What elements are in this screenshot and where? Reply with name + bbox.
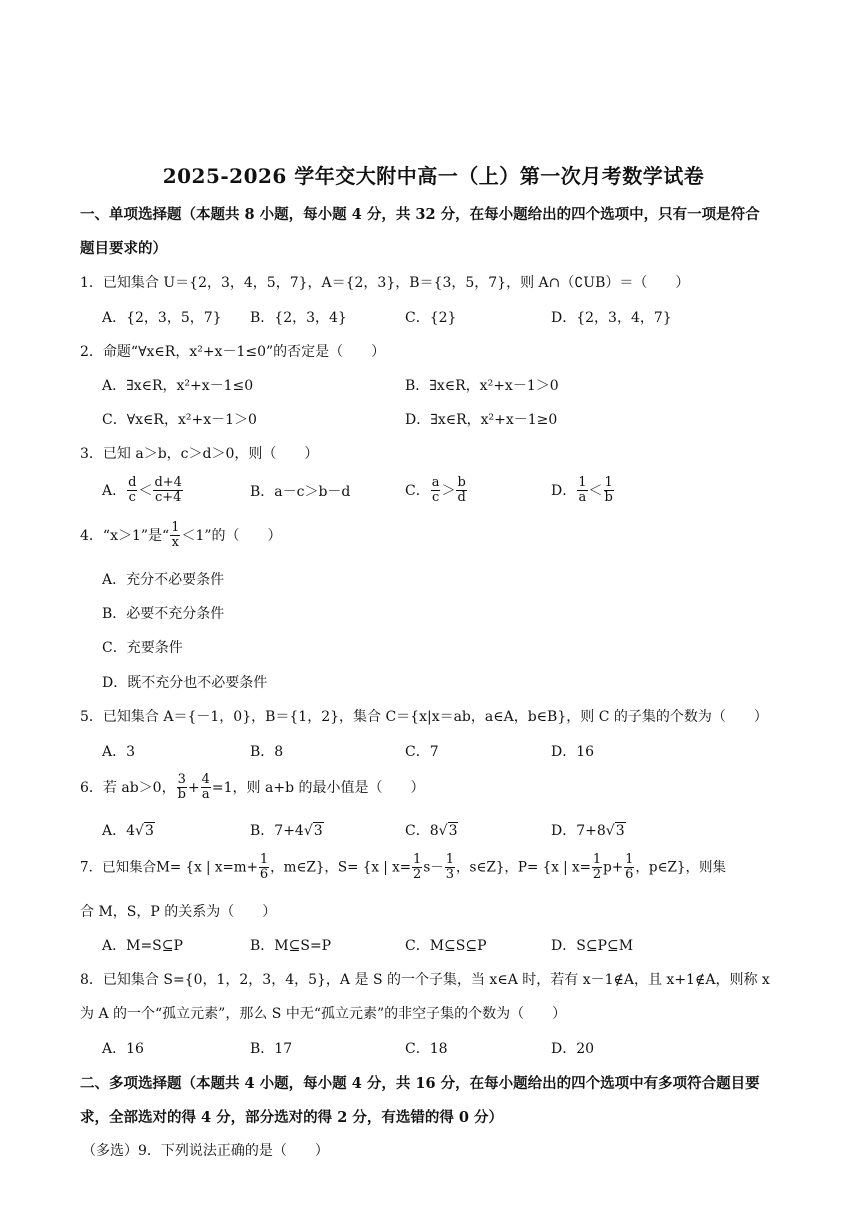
denominator: d [457, 490, 466, 506]
stem-text: ，m∈Z}，S= {x | x= [270, 859, 412, 876]
fraction [201, 773, 211, 803]
question-5-option-c: C．7 [405, 744, 439, 760]
stem-text: s－ [423, 859, 444, 876]
question-3-option-d [551, 476, 615, 506]
exam-title: 2025-2026 学年交大附中高一（上）第一次月考数学试卷 [162, 164, 705, 188]
option-label: A． [102, 482, 127, 499]
question-7-stem-line2: 合 M，S，P 的关系为（ ） [80, 904, 277, 920]
numerator: 1 [604, 475, 613, 490]
question-1-option-a: A．{2，3，5，7} [102, 310, 222, 326]
question-2-option-d: D．∃x∈R，x²+x－1≥0 [405, 412, 558, 428]
relation: ＞ [441, 482, 456, 499]
question-3-option-c [405, 476, 468, 506]
question-8-option-b: B．17 [250, 1041, 293, 1057]
stem-text: =1，则 a+b 的最小值是（ ） [211, 779, 425, 796]
question-2-option-c: C．∀x∈R，x²+x－1＞0 [102, 412, 257, 428]
fraction [431, 476, 441, 506]
radicand: 3 [448, 823, 458, 839]
numerator: 1 [171, 520, 180, 535]
question-6-option-b: B．7+4√3 [250, 823, 323, 839]
question-6-option-d: D．7+8√3 [551, 823, 625, 839]
denominator: c [431, 490, 440, 506]
question-2-option-b: B．∃x∈R，x²+x－1＞0 [405, 378, 559, 394]
question-4-option-b: B．必要不充分条件 [102, 606, 225, 622]
coefficient: 7+8 [576, 823, 606, 839]
numerator: 1 [445, 852, 455, 867]
fraction [412, 853, 422, 883]
question-5-stem: 5．已知集合 A＝{－1，0}，B＝{1，2}，集合 C＝{x|x＝ab，a∈A，b∈B}，则 C 的子集的个数为（ ） [80, 709, 768, 725]
numerator: 1 [578, 475, 587, 490]
numerator: 3 [177, 772, 186, 787]
question-8-stem-line2: 为 A 的一个“孤立元素”，那么 S 中无“孤立元素”的非空子集的个数为（ ） [80, 1006, 567, 1022]
question-3-option-b: B．a－c＞b－d [250, 484, 351, 500]
fraction [127, 476, 137, 506]
question-6-option-a: A．4√3 [102, 823, 154, 839]
section1-heading-line2: 题目要求的） [80, 240, 167, 257]
numerator: d [128, 475, 137, 490]
question-9-stem: （多选）9．下列说法正确的是（ ） [82, 1143, 329, 1159]
denominator: c [128, 490, 136, 506]
coefficient: 7+4 [274, 823, 304, 839]
option-label: C． [405, 823, 430, 839]
numerator: 1 [259, 852, 269, 867]
question-3-stem: 3．已知 a＞b，c＞d＞0，则（ ） [80, 446, 319, 462]
stem-text: ，p∈Z}，则集 [635, 859, 727, 876]
option-label: D． [551, 823, 577, 839]
fraction [259, 853, 269, 883]
stem-text: 7．已知集合M= {x | x=m+ [80, 859, 258, 876]
denominator: 6 [259, 867, 269, 883]
question-4-option-c: C．充要条件 [102, 640, 183, 656]
question-5-option-b: B．8 [250, 744, 284, 760]
denominator: 6 [625, 867, 634, 883]
numerator: 1 [625, 852, 634, 867]
numerator: b [457, 475, 466, 490]
question-8-option-d: D．20 [551, 1041, 595, 1057]
denominator: a [578, 490, 587, 506]
fraction [624, 853, 634, 883]
denominator: x [171, 535, 179, 551]
plus-sign: + [187, 779, 200, 796]
question-5-option-d: D．16 [551, 744, 595, 760]
question-7-option-a: A．M=S⊆P [102, 938, 183, 954]
question-4-stem [80, 521, 282, 551]
section2-heading-line1: 二、多项选择题（本题共 4 小题，每小题 4 分，共 16 分，在每小题给出的四个选项中有多项符合题目要 [80, 1075, 760, 1092]
stem-text: 4．“x＞1”是“ [80, 527, 170, 544]
relation: ＜ [588, 482, 603, 499]
stem-text: 6．若 ab＞0， [80, 779, 176, 796]
section1-heading-line1: 一、单项选择题（本题共 8 小题，每小题 4 分，共 32 分，在每小题给出的四个选项中，只有一项是符合 [80, 206, 760, 223]
question-3-option-a [102, 476, 184, 506]
question-1-option-d: D．{2，3，4，7} [551, 310, 672, 326]
option-label: B． [250, 823, 275, 839]
question-8-stem-line1: 8．已知集合 S={0，1，2，3，4，5}，A 是 S 的一个子集，当 x∈A 时，若有 x－1∉A，且 x+1∉A，则称 x [80, 972, 770, 988]
question-6-option-c: C．8√3 [405, 823, 458, 839]
stem-text: ＜1”的（ ） [181, 527, 282, 544]
numerator: 4 [201, 772, 210, 787]
stem-text: p+ [603, 859, 624, 876]
coefficient: 8 [429, 823, 439, 839]
fraction [592, 853, 602, 883]
numerator: d+4 [154, 475, 182, 490]
denominator: 2 [592, 867, 602, 883]
radicand: 3 [144, 823, 154, 839]
question-4-option-a: A．充分不必要条件 [102, 572, 225, 588]
radicand: 3 [615, 823, 625, 839]
numerator: 1 [592, 852, 602, 867]
question-8-option-c: C．18 [405, 1041, 448, 1057]
question-7-stem-line1 [80, 853, 726, 883]
question-2-stem: 2．命题“∀x∈R，x²+x－1≤0”的否定是（ ） [80, 344, 386, 360]
fraction [604, 476, 614, 506]
denominator: b [177, 787, 186, 803]
question-7-option-b: B．M⊆S=P [250, 938, 332, 954]
question-1-stem: 1．已知集合 U＝{2，3，4，5，7}，A＝{2，3}，B＝{3，5，7}，则 A∩（∁UB）＝（ ） [80, 275, 690, 291]
stem-text: ，s∈Z}，P= {x | x= [456, 859, 591, 876]
fraction [177, 773, 187, 803]
coefficient: 4 [126, 823, 136, 839]
question-6-stem [80, 773, 425, 803]
question-7-option-c: C．M⊆S⊆P [405, 938, 487, 954]
option-label: A． [102, 823, 127, 839]
option-label: D． [551, 482, 577, 499]
fraction [456, 476, 466, 506]
fraction [445, 853, 455, 883]
question-8-option-a: A．16 [102, 1041, 144, 1057]
denominator: c+4 [154, 490, 182, 506]
fraction [153, 476, 183, 506]
numerator: 1 [413, 852, 422, 867]
question-2-option-a: A．∃x∈R，x²+x－1≤0 [102, 378, 254, 394]
question-5-option-a: A．3 [102, 744, 136, 760]
fraction [577, 476, 587, 506]
question-7-option-d: D．S⊆P⊆M [551, 938, 634, 954]
section2-heading-line2: 求，全部选对的得 4 分，部分选对的得 2 分，有选错的得 0 分） [80, 1109, 504, 1126]
question-1-option-c: C．{2} [405, 310, 457, 326]
question-4-option-d: D．既不充分也不必要条件 [102, 675, 268, 691]
option-label: C． [405, 482, 430, 499]
radicand: 3 [313, 823, 323, 839]
relation: ＜ [138, 482, 153, 499]
question-1-option-b: B．{2，3，4} [250, 310, 347, 326]
denominator: a [201, 787, 210, 803]
fraction [170, 521, 180, 551]
denominator: b [604, 490, 613, 506]
denominator: 2 [413, 867, 422, 883]
denominator: 3 [445, 867, 455, 883]
numerator: a [431, 475, 440, 490]
